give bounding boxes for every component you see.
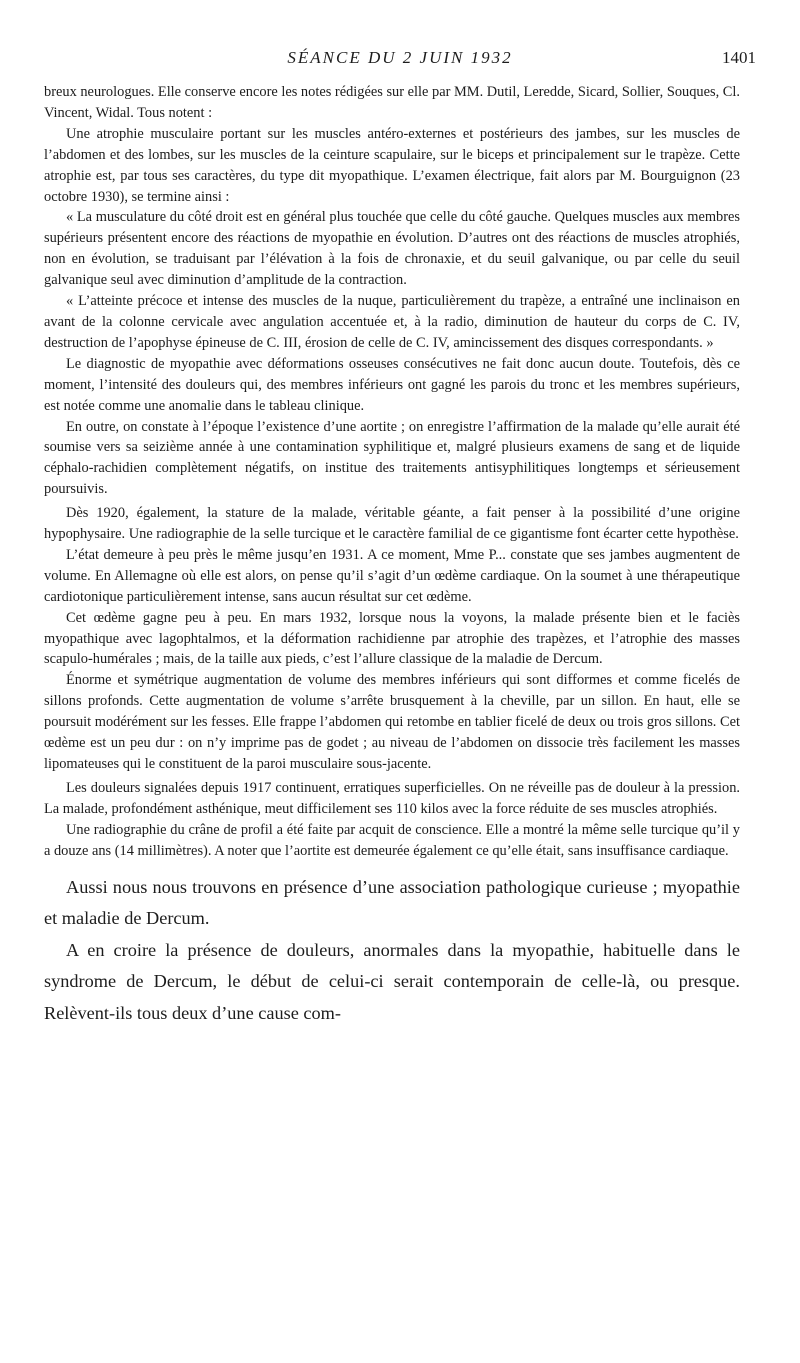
paragraph-7: Dès 1920, également, la stature de la malade, véritable géante, a fait penser à la possibilité d’une origine hypophysaire. Une radiographie de la selle turcique et le caractère familial de ce gigantisme font écarter cette hypothèse. (44, 505, 740, 543)
paragraph-3: « La musculature du côté droit est en général plus touchée que celle du côté gauche. Quelques muscles aux membres supérieurs présentent encore des réactions de myopathie en évolution. D’autres ont des réactions de muscles atrophiés, non en évolution, se traduisant par l’élévation à la fois de chronaxie, et du seuil galvanique, ou par celle du seuil galvanique seul avec diminution d’amplitude de la contraction. (44, 209, 740, 289)
paragraph-5: Le diagnostic de myopathie avec déformations osseuses consécutives ne fait donc aucun doute. Toutefois, dès ce moment, l’intensité des douleurs qui, des membres inférieurs ont gagné les parois du tronc et les membres supérieurs, est notée comme une anomalie dans le tableau clinique. (44, 355, 740, 414)
paragraph-12: Une radiographie du crâne de profil a été faite par acquit de conscience. Elle a montré la même selle turcique qu’il y a douze ans (14 millimètres). A noter que l’aortite est demeurée également ce qu’elle était, sans insuffisance cardiaque. (44, 821, 740, 859)
paragraph-1: breux neurologues. Elle conserve encore les notes rédigées sur elle par MM. Dutil, Leredde, Sicard, Sollier, Souques, Cl. Vincent, Widal. Tous notent : (44, 84, 740, 121)
running-title: SÉANCE DU 2 JUIN 1932 (287, 48, 513, 67)
paragraph-11: Les douleurs signalées depuis 1917 continuent, erratiques superficielles. On ne réveille pas de douleur à la pression. La malade, profondément asthénique, meut difficilement ses 110 kilos avec la force réduite de ses muscles atrophiés. (44, 779, 740, 817)
paragraph-6: En outre, on constate à l’époque l’existence d’une aortite ; on enregistre l’affirmation de la malade qu’elle aurait été soumise vers sa seizième année à une contamination syphilitique et, malgré plusieurs examens de sang et de liquide céphalo-rachidien complètement négatifs, on institue des traitements antisyphilitiques longtemps et sérieusement poursuivis. (44, 418, 740, 498)
large-paragraph-2: A en croire la présence de douleurs, anormales dans la myopathie, habituelle dans le syndrome de Dercum, le début de celui-ci serait contemporain de celle-là, ou presque. Relèvent-ils tous deux d’une cause com- (44, 939, 740, 1023)
page-number: 1401 (722, 48, 756, 67)
paragraph-9: Cet œdème gagne peu à peu. En mars 1932, lorsque nous la voyons, la malade présente bien et le faciès myopathique avec lagophtalmos, et la déformation rachidienne par atrophie des trapèzes, et l’atrophie des masses scapulo-humérales ; mais, de la taille aux pieds, c’est l’allure classique de la maladie de Dercum. (44, 609, 740, 668)
paragraph-4: « L’atteinte précoce et intense des muscles de la nuque, particulièrement du trapèze, a entraîné une inclinaison en avant de la colonne cervicale avec angulation accentuée et, à la radio, diminution de hauteur du corps de C. IV, destruction de l’apophyse épineuse de C. III, érosion de celle de C. IV, amincissement des disques correspondants. » (44, 293, 740, 351)
paragraph-2: Une atrophie musculaire portant sur les muscles antéro-externes et postérieurs des jambes, sur les muscles de l’abdomen et des lombes, sur les muscles de la ceinture scapulaire, sur le biceps et principalement sur le trapèze. Cette atrophie est, par tous ses caractères, du type dit myopathique. L’examen électrique, fait alors par M. Bourguignon (23 octobre 1930), se termine ainsi : (44, 125, 740, 205)
paragraph-8: L’état demeure à peu près le même jusqu’en 1931. A ce moment, Mme P... constate que ses jambes augmentent de volume. En Allemagne où elle est alors, on pense qu’il s’agit d’un œdème cardiaque. On la soumet à une thérapeutique cardiotonique particulièrement intense, sans aucun résultat sur cet œdème. (44, 546, 740, 605)
large-paragraph-1: Aussi nous nous trouvons en présence d’une association pathologique curieuse ; myopathie et maladie de Dercum. (44, 876, 740, 929)
page-body (44, 82, 740, 1029)
paragraph-10: Énorme et symétrique augmentation de volume des membres inférieurs qui sont difformes et comme ficelés de sillons profonds. Cette augmentation de volume s’arrête brusquement à la cheville, par un sillon. En haut, elle se poursuit modérément sur les fesses. Elle frappe l’abdomen qui retombe en tablier ficelé de deux ou trois gros sillons. Cet œdème est un peu dur : on n’y imprime pas de godet ; au niveau de l’abdomen on dissocie très facilement les masses lipomateuses qui le constituent de la paroi musculaire sous-jacente. (44, 672, 740, 772)
page-header (44, 48, 756, 72)
